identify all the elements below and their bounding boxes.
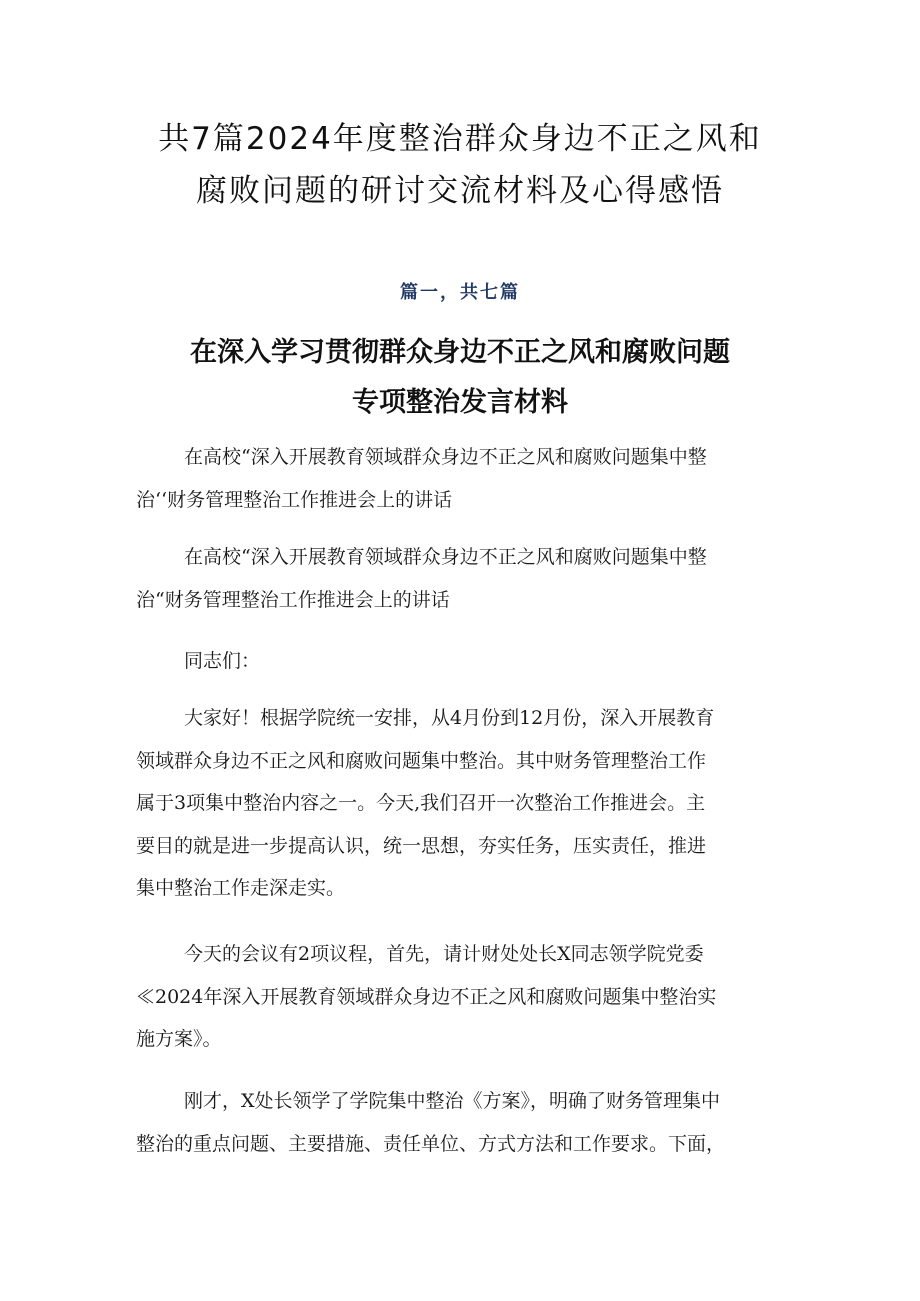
paragraph-line: 施方案》。 [136, 1028, 222, 1050]
paragraph-speech-title-1 [136, 436, 796, 521]
paragraph-line: 在高校“深入开展教育领域群众身边不正之风和腐败问题集中整 [184, 546, 707, 568]
paragraph-line: 治‘‘财务管理整治工作推进会上的讲话 [136, 488, 453, 511]
document-title-line-1: 共7篇2024年度整治群众身边不正之风和 [158, 121, 762, 157]
paragraph-agenda [136, 933, 796, 1061]
paragraph-line: 属于3项集中整治内容之一。今天,我们召开一次整治工作推进会。主 [136, 792, 706, 814]
paragraph-line: 整治的重点问题、主要措施、责任单位、方式方法和工作要求。下面， [136, 1132, 726, 1155]
paragraph-line: 同志们： [184, 650, 261, 672]
paragraph-line: 要目的就是进一步提高认识，统一思想，夯实任务，压实责任，推进 [136, 834, 707, 857]
paragraph-line: 今天的会议有2项议程，首先，请计财处处长X同志领学院党委 [184, 943, 704, 965]
paragraph-line: 集中整治工作走深走实。 [136, 877, 346, 899]
section-subtitle-line-1: 在深入学习贯彻群众身边不正之风和腐败问题 [190, 337, 730, 368]
chapter-label: 篇一，共七篇 [400, 282, 520, 303]
paragraph-line: 领域群众身边不正之风和腐败问题集中整治。其中财务管理整治工作 [136, 749, 707, 772]
paragraph-line: 刚才，X处长领学了学院集中整治《方案》，明确了财务管理集中 [184, 1090, 721, 1112]
paragraph-speech-title-2 [136, 536, 796, 621]
paragraph-line: 在高校“深入开展教育领域群众身边不正之风和腐败问题集中整 [184, 446, 707, 468]
section-subtitle-line-2: 专项整治发言材料 [352, 387, 568, 418]
paragraph-line: 治“财务管理整治工作推进会上的讲话 [136, 588, 450, 611]
paragraph-line: ≪2024年深入开展教育领域群众身边不正之风和腐败问题集中整治实 [136, 985, 717, 1008]
paragraph-line: 大家好！根据学院统一安排，从4月份到12月份，深入开展教育 [184, 707, 715, 729]
paragraph-salutation [136, 640, 796, 683]
paragraph-summary [136, 1080, 796, 1165]
paragraph-opening [136, 697, 796, 910]
document-title-line-2: 腐败问题的研讨交流材料及心得感悟 [196, 173, 724, 209]
